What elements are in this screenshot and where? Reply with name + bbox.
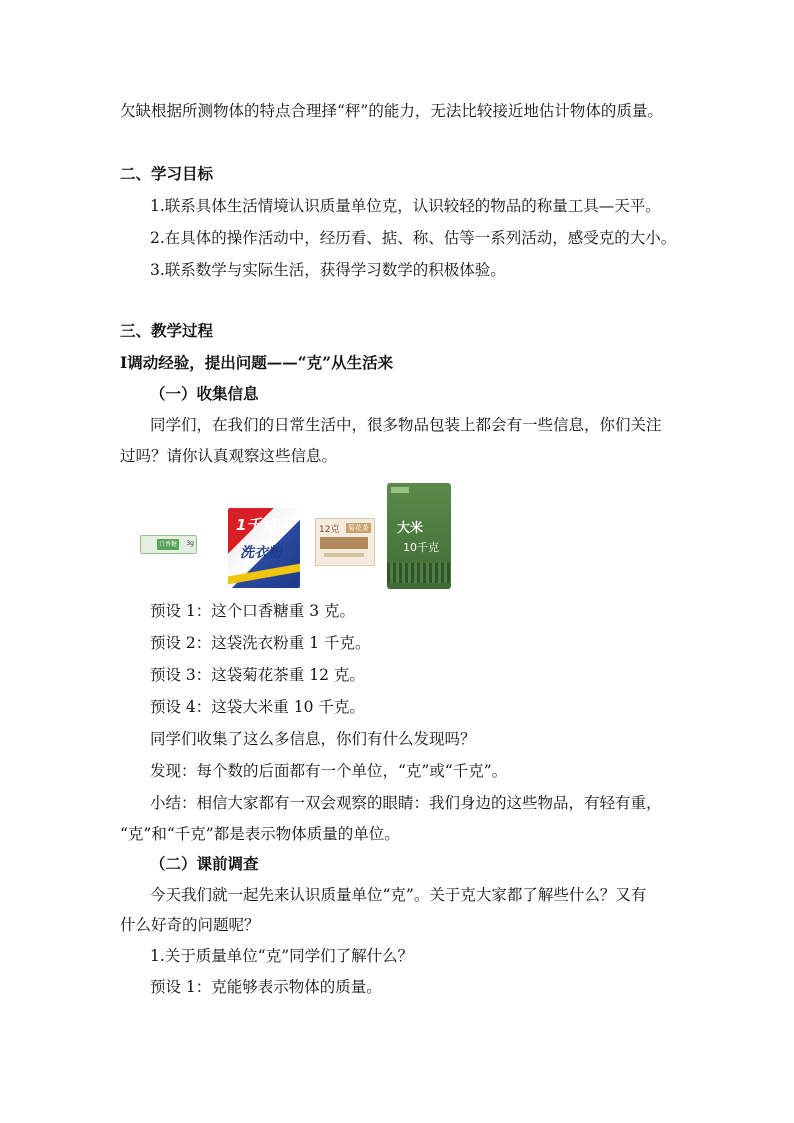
gum-image: 口香糖 3g	[140, 535, 197, 554]
subheading-part-1: Ⅰ调动经验，提出问题——“克”从生活来	[120, 353, 394, 372]
detergent-image: 1千克 洗衣粉	[228, 508, 300, 588]
rice-bag-image: 大米 10千克	[387, 483, 451, 589]
section-heading-process: 三、教学过程	[120, 321, 214, 340]
intro-paragraph: 欠缺根据所测物体的特点合理择“秤”的能力，无法比较接近地估计物体的质量。	[120, 102, 663, 120]
subheading-collect-info: （一）收集信息	[150, 384, 259, 403]
summary-line: “克”和“千克”都是表示物体质量的单位。	[120, 825, 400, 843]
chrysanthemum-tea-image: 12克 菊花茶	[315, 518, 375, 566]
paragraph-line: 发现：每个数的后面都有一个单位，“克”或“千克”。	[150, 762, 508, 780]
paragraph-line: 什么好奇的问题呢？	[120, 916, 260, 934]
goal-item-2: 2.在具体的操作活动中，经历看、掂、称、估等一系列活动，感受克的大小。	[150, 229, 677, 247]
paragraph-line: 同学们，在我们的日常生活中，很多物品包装上都会有一些信息，你们关注	[150, 416, 662, 434]
preset-line: 预设 1：这个口香糖重 3 克。	[150, 602, 356, 620]
product-images	[140, 480, 470, 592]
paragraph-line: 过吗？请你认真观察这些信息。	[120, 447, 338, 465]
paragraph-line: 今天我们就一起先来认识质量单位“克”。关于克大家都了解些什么？又有	[150, 886, 647, 904]
preset-line: 预设 4：这袋大米重 10 千克。	[150, 698, 365, 716]
summary-line: 小结：相信大家都有一双会观察的眼睛：我们身边的这些物品，有轻有重，	[150, 794, 662, 812]
goal-item-3: 3.联系数学与实际生活，获得学习数学的积极体验。	[150, 261, 506, 279]
question-line: 1.关于质量单位“克”同学们了解什么？	[150, 947, 414, 965]
goal-item-1: 1.联系具体生活情境认识质量单位克，认识较轻的物品的称量工具—天平。	[150, 197, 661, 215]
paragraph-line: 同学们收集了这么多信息，你们有什么发现吗？	[150, 730, 476, 748]
preset-line: 预设 1：克能够表示物体的质量。	[150, 978, 382, 996]
subheading-pre-class-survey: （二）课前调查	[150, 854, 259, 873]
section-heading-goals: 二、学习目标	[120, 164, 214, 183]
preset-line: 预设 2：这袋洗衣粉重 1 千克。	[150, 634, 371, 652]
preset-line: 预设 3：这袋菊花茶重 12 克。	[150, 666, 365, 684]
